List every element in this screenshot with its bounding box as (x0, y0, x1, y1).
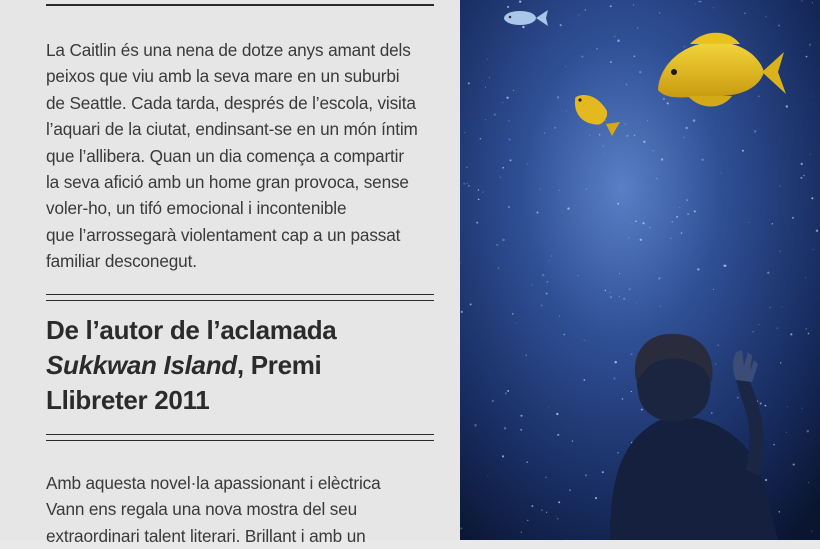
particle (780, 250, 781, 251)
particle (773, 444, 774, 445)
particle (605, 120, 607, 122)
particle (617, 203, 619, 205)
particle (667, 102, 669, 104)
particle (554, 127, 556, 129)
particle (640, 239, 642, 241)
particle (527, 520, 528, 521)
particle (686, 199, 687, 200)
particle (634, 55, 636, 57)
particle (661, 158, 663, 160)
particle (502, 455, 504, 457)
particle (546, 512, 547, 513)
particle (589, 135, 590, 136)
particle (599, 134, 600, 135)
particle (466, 166, 468, 168)
particle (500, 177, 501, 178)
particle (780, 362, 781, 363)
particle (515, 323, 516, 324)
particle (637, 27, 638, 28)
blurb-line: Amb aquesta novel·la apassionant i elèctrica (46, 473, 381, 493)
particle (498, 267, 500, 269)
particle (527, 164, 528, 165)
particle (586, 189, 587, 190)
blurb-line: extraordinari talent literari. Brillant i amb un (46, 525, 366, 546)
particle (531, 284, 532, 285)
particle (617, 452, 619, 454)
particle (811, 197, 813, 199)
particle (801, 0, 802, 1)
particle (480, 138, 482, 140)
synopsis-line: de Seattle. Cada tarda, després de l’escola, visita (46, 92, 416, 113)
particle (631, 391, 632, 392)
particle (526, 461, 528, 463)
particle (658, 277, 660, 279)
particle (546, 292, 548, 294)
particle (557, 96, 559, 98)
particle (809, 44, 811, 46)
particle (541, 509, 542, 510)
blurb-paragraph (46, 470, 438, 549)
particle (560, 24, 562, 26)
particle (713, 7, 714, 8)
particle (595, 497, 597, 499)
particle (610, 296, 612, 298)
particle (779, 511, 780, 512)
particle (683, 137, 685, 139)
particle (681, 232, 683, 234)
particle (803, 175, 805, 177)
particle (563, 334, 565, 336)
particle (468, 185, 470, 187)
particle (779, 185, 780, 186)
particle (463, 183, 465, 185)
particle (754, 130, 757, 133)
synopsis-line: peixos que viu amb la seva mare en un suburbi (46, 66, 400, 87)
particle (699, 1, 701, 3)
particle (700, 1, 701, 2)
particle (697, 268, 699, 270)
particle (542, 274, 545, 277)
particle (752, 331, 754, 333)
particle (633, 4, 634, 5)
particle (642, 222, 644, 224)
particle (628, 237, 629, 238)
particle (510, 159, 512, 161)
particle (559, 190, 560, 191)
particle (508, 120, 510, 122)
particle (596, 48, 598, 50)
particle (687, 213, 689, 215)
aquarium-illustration (460, 0, 820, 540)
particle (701, 159, 703, 161)
particle (605, 290, 606, 291)
particle (464, 132, 465, 133)
author-headline (46, 313, 446, 418)
particle (744, 12, 746, 14)
particle (565, 66, 566, 67)
particle (800, 177, 802, 179)
particle (478, 189, 479, 190)
particle (694, 210, 696, 212)
particle (541, 304, 543, 306)
particle (470, 303, 472, 305)
particle (548, 407, 549, 408)
particle (742, 150, 744, 152)
particle (790, 333, 792, 335)
particle (512, 313, 514, 315)
particle (663, 98, 665, 100)
particle (623, 298, 625, 300)
particle (581, 56, 583, 58)
particle (787, 406, 788, 407)
particle (777, 328, 778, 329)
particle (679, 207, 680, 208)
particle (715, 363, 716, 364)
particle (737, 397, 739, 399)
top-rule (46, 0, 434, 6)
particle (721, 172, 722, 173)
particle (686, 127, 688, 129)
particle (806, 328, 807, 329)
particle (482, 191, 483, 192)
headline-line-1: De l’autor de l’aclamada (46, 315, 337, 345)
particle (695, 4, 696, 5)
synopsis-line: que l’allibera. Quan un dia comença a compartir (46, 145, 404, 166)
particle (619, 296, 620, 297)
particle (617, 39, 620, 42)
particle (610, 61, 612, 63)
particle (549, 260, 550, 261)
particle (505, 392, 507, 394)
particle (653, 150, 654, 151)
particle (764, 405, 766, 407)
particle (641, 409, 643, 411)
particle (610, 5, 612, 7)
particle (546, 281, 548, 283)
particle (713, 289, 714, 290)
particle (502, 239, 505, 242)
particle (807, 430, 809, 432)
particle (613, 377, 615, 379)
particle (585, 9, 586, 10)
particle (639, 71, 641, 73)
particle (468, 82, 470, 84)
particle (806, 56, 808, 58)
particle (504, 427, 506, 429)
particle (670, 238, 671, 239)
particle (494, 113, 496, 115)
double-rule-divider (46, 294, 434, 301)
particle (810, 95, 811, 96)
particle (556, 413, 558, 415)
particle (629, 288, 631, 290)
particle (765, 16, 766, 17)
particle (603, 153, 604, 154)
particle (557, 518, 559, 520)
particle (760, 402, 762, 404)
particle (636, 302, 637, 303)
particle (693, 119, 696, 122)
particle (536, 211, 538, 213)
particle (485, 87, 486, 88)
particle (672, 221, 673, 222)
particle (508, 206, 510, 208)
particle (496, 244, 498, 246)
particle (772, 223, 774, 225)
particle (808, 482, 809, 483)
particle (520, 429, 522, 431)
particle (551, 256, 552, 257)
particle (625, 124, 626, 125)
particle (643, 141, 645, 143)
particle (507, 6, 509, 8)
particle (802, 408, 803, 409)
particle (508, 138, 510, 140)
particle (466, 183, 467, 184)
particle (786, 432, 787, 433)
particle (487, 475, 488, 476)
book-title-italic: Sukkwan Island (46, 350, 237, 380)
particle (609, 292, 610, 293)
particle (619, 273, 620, 274)
particle (545, 477, 547, 479)
synopsis-line: que l’arrossegarà violentament cap a un passat (46, 224, 401, 245)
synopsis-line: l’aquari de la ciutat, endinsant-se en un món íntim (46, 119, 418, 140)
particle (805, 277, 806, 278)
particle (810, 154, 811, 155)
particle (778, 25, 780, 27)
particle (717, 345, 718, 346)
headline-line-2 (46, 348, 446, 383)
particle (579, 14, 580, 15)
particle (572, 440, 574, 442)
particle (566, 110, 567, 111)
particle (656, 178, 657, 179)
particle (614, 36, 615, 37)
particle (540, 189, 541, 190)
particle (485, 119, 486, 120)
particle (626, 84, 628, 86)
particle (631, 353, 633, 355)
particle (759, 324, 760, 325)
particle (566, 539, 567, 540)
particle (578, 275, 579, 276)
double-rule-divider (46, 434, 434, 441)
particle (502, 102, 503, 103)
headline-line-3: Llibreter 2011 (46, 385, 210, 415)
particle (557, 434, 559, 436)
particle (684, 46, 686, 48)
particle (519, 0, 521, 2)
particle (583, 379, 585, 381)
particle (622, 398, 623, 399)
particle (521, 531, 523, 533)
particle (489, 77, 490, 78)
particle (659, 12, 660, 13)
particle (602, 145, 604, 147)
synopsis-line: la seva afició amb un home gran provoca, sense (46, 172, 409, 193)
particle (614, 361, 617, 364)
particle (786, 105, 788, 107)
particle (584, 340, 585, 341)
particle (478, 198, 480, 200)
particle (711, 412, 713, 414)
particle (492, 400, 494, 402)
particle (635, 221, 637, 223)
headline-line-2-rest: , Premi (236, 350, 322, 380)
particle (474, 424, 477, 427)
particle (526, 354, 527, 355)
particle (558, 501, 560, 503)
particle (602, 471, 604, 473)
particle (626, 135, 628, 137)
particle (811, 531, 812, 532)
synopsis-line: La Caitlin és una nena de dotze anys amant dels (46, 40, 411, 60)
particle (770, 307, 771, 308)
particle (520, 415, 522, 417)
particle (650, 227, 651, 228)
synopsis-line: voler-ho, un tifó emocional i incontenible (46, 198, 347, 219)
particle (506, 97, 508, 99)
synopsis-paragraph (46, 37, 438, 275)
particle (460, 527, 462, 529)
particle (793, 464, 795, 466)
particle (507, 390, 509, 392)
synopsis-line: familiar desconegut. (46, 251, 197, 272)
particle (569, 489, 571, 491)
particle (813, 249, 814, 250)
particle (758, 96, 759, 97)
particle (808, 333, 810, 335)
particle (724, 264, 727, 267)
particle (531, 505, 533, 507)
particle (801, 163, 803, 165)
particle (585, 474, 587, 476)
particle (748, 222, 749, 223)
particle (676, 216, 678, 218)
particle (502, 167, 504, 169)
particle (567, 207, 569, 209)
particle (781, 306, 782, 307)
blurb-line: Vann ens regala una nova mostra del seu (46, 499, 358, 520)
particle (767, 272, 769, 274)
particle (816, 229, 819, 232)
particle (632, 223, 633, 224)
particle (634, 135, 636, 137)
particle (544, 132, 545, 133)
particle (559, 316, 560, 317)
particle (522, 26, 525, 29)
particle (812, 2, 813, 3)
particle (556, 516, 557, 517)
particle (487, 59, 488, 60)
particle (765, 479, 767, 481)
particle (476, 222, 478, 224)
particle (647, 120, 648, 121)
particle (513, 90, 514, 91)
particle (792, 217, 794, 219)
particle (461, 311, 463, 313)
particle (660, 306, 661, 307)
